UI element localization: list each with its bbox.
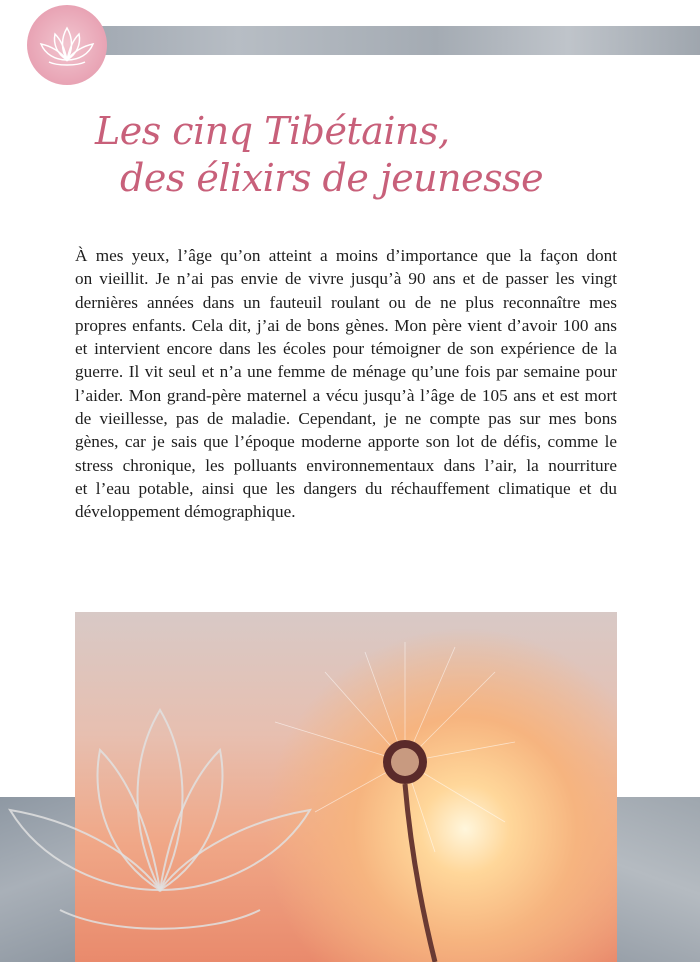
text-line: dernières années dans un fauteuil roulant ou de ne plus reconnaître mes — [75, 292, 617, 312]
title-line-2: des élixirs de jeunesse — [120, 156, 544, 200]
text-line: À mes yeux, l’âge qu’on atteint a moins d’importance que la façon dont — [75, 246, 617, 265]
lotus-outline-decoration — [0, 690, 320, 940]
header-band — [40, 26, 700, 55]
page-title — [95, 108, 543, 202]
text-line: l’aider. Mon grand-père maternel a vécu jusqu’à l’âge de 105 ans et est mort — [75, 385, 617, 405]
text-line: de vieillesse, pas de maladie. Cependant, je ne compte pas sur mes bons — [75, 409, 617, 429]
lotus-icon — [37, 20, 97, 70]
text-line: guerre. Il vit seul et n’a une femme de ménage qu’une fois par semaine pour — [75, 362, 617, 382]
decorative-gray-block-right — [617, 797, 700, 962]
title-line-1: Les cinq Tibétains, — [95, 109, 450, 153]
lotus-badge — [27, 5, 107, 85]
text-line: développement démographique. — [75, 502, 296, 522]
text-line: et l’eau potable, ainsi que les dangers du réchauffement climatique et du — [75, 478, 617, 498]
text-line: stress chronique, les polluants environnementaux dans l’air, la nourriture — [75, 455, 617, 475]
text-line: et intervient encore dans les écoles pour témoigner de son expérience de la — [75, 339, 617, 359]
text-line: gènes, car je sais que l’époque moderne apporte son lot de défis, comme le — [75, 432, 617, 452]
body-paragraph — [75, 244, 617, 524]
text-line: propres enfants. Cela dit, j’ai de bons gènes. Mon père vient d’avoir 100 ans — [75, 315, 617, 335]
text-line: on vieillit. Je n’ai pas envie de vivre jusqu’à 90 ans et de passer les vingt — [75, 269, 617, 289]
